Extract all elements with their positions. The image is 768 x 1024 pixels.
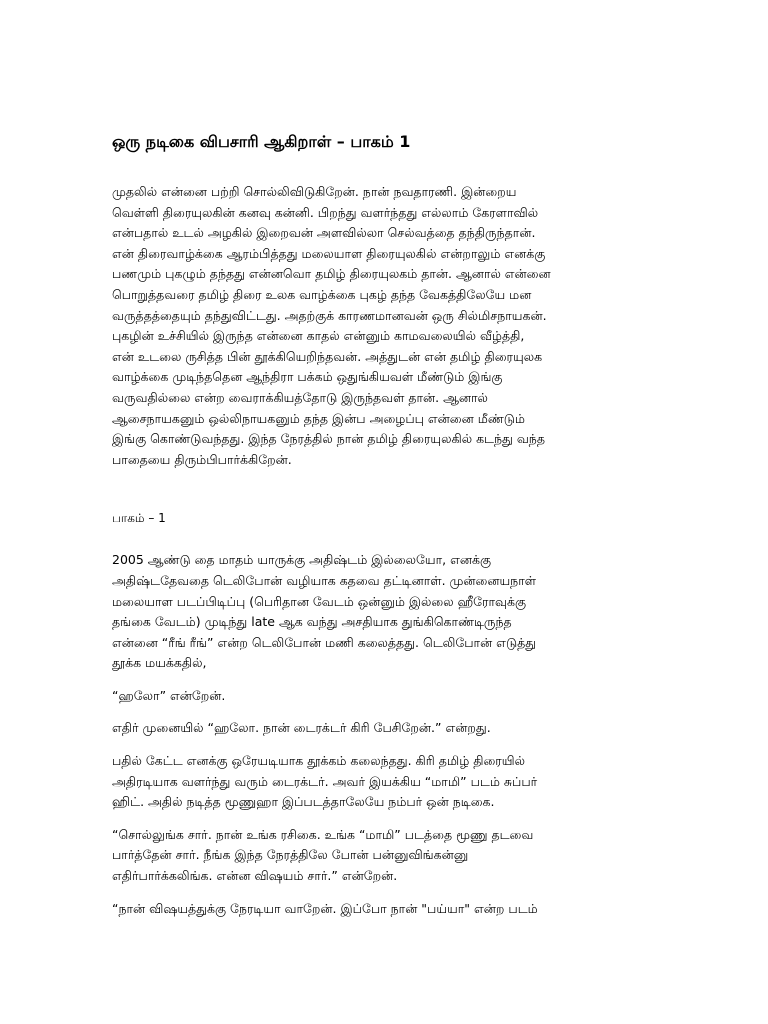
text-line: வருவதில்லை என்ற வைராக்கியத்தோடு இருந்தவள் தான். ஆனால் [112,389,488,405]
text-line: தூக்க மயக்கதில், [112,655,207,671]
section-label: பாகம் – 1 [112,511,166,526]
text-line: பணமும் புகழும் தந்தது என்னவொ தமிழ் திரையுலகம் தான். ஆனால் என்னை [112,266,551,282]
text-line: பார்த்தேன் சார். நீங்க இந்த நேரத்திலே போன் பன்னுவிங்கன்னு [112,847,469,863]
text-line: எதிர்பார்க்கலிங்க. என்ன விஷயம் சார்.” என்றேன். [112,868,398,884]
text-line: அதிஷ்டதேவதை டெலிபோன் வழியாக கதவை தட்டினாள். முன்னையநாள் [112,572,537,588]
paragraph [112,718,660,739]
text-line: வருத்தத்தையும் தந்துவிட்டது. அதற்குக் காரணமானவன் ஒரு சில்மிசநாயகன். [112,307,547,323]
paragraph [112,751,660,813]
paragraph-spacer [112,887,660,899]
text-line: என்பதால் உடல் அழகில் இறைவன் அளவில்லா செல்வத்தை தந்திருந்தான். [112,225,536,241]
text-line: எதிர் முனையில் “ஹலோ. நான் டைரக்டர் கிரி பேசிறேன்.” என்றது. [112,720,491,736]
intro-paragraph [112,182,660,470]
document-page [112,130,660,919]
text-line: வாழ்க்கை முடிந்ததென ஆந்திரா பக்கம் ஒதுங்கியவள் மீண்டும் இங்கு [112,369,503,385]
text-line: ஹிட். அதில் நடித்த மூணுஹா இப்படத்தாலேயே நம்பர் ஒன் நடிகை. [112,794,495,810]
paragraph [112,550,660,674]
text-line: வெள்ளி திரையுலகின் கனவு கன்னி. பிறந்து வளர்ந்தது எல்லாம் கேரளாவில் [112,204,539,220]
text-line: முதலில் என்னை பற்றி சொல்லிவிடுகிறேன். நான் நவதாரணி. இன்றைய [112,184,517,199]
text-line: 2005 ஆண்டு தை மாதம் யாருக்கு அதிஷ்டம் இல்லையோ, எனக்கு [112,552,491,568]
document-title: ஒரு நடிகை விபசாரி ஆகிறாள் – பாகம் 1 [112,132,411,151]
text-line: பாதையை திரும்பிபார்க்கிறேன். [112,451,292,467]
text-line: புகழின் உச்சியில் இருந்த என்னை காதல் என்னும் காமவலையில் வீழ்த்தி, [112,328,525,344]
text-line: தங்கை வேடம்) முடிந்து late ஆக வந்து அசதியாக துங்கிகொண்டிருந்த [112,614,512,630]
paragraph [112,825,660,887]
paragraph [112,686,660,707]
text-line: மலையாள படப்பிடிப்பு (பெரிதான வேடம் ஒன்னும் இல்லை ஹீரோவுக்கு [112,593,527,609]
paragraph-spacer [112,706,660,718]
paragraph-spacer [112,739,660,751]
text-line: “நான் விஷயத்துக்கு நேரடியா வாறேன். இப்போ நான் "பய்யா" என்ற படம் [112,900,538,916]
text-line: என் திரைவாழ்க்கை ஆரம்பித்தது மலையாள திரையுலகில் என்றாலும் எனக்கு [112,245,546,261]
text-line: ஆசைநாயகனும் ஒல்லிநாயகனும் தந்த இன்ப அழைப்பு என்னை மீண்டும் [112,410,525,426]
text-line: “ஹலோ” என்றேன். [112,687,226,703]
text-line: அதிரடியாக வளர்ந்து வரும் டைரக்டர். அவர் இயக்கிய “மாமி” படம் சுப்பர் [112,773,538,789]
section-spacer [112,470,660,508]
text-line: இங்கு கொண்டுவந்தது. இந்த நேரத்தில் நான் தமிழ் திரையுலகில் கடந்து வந்த [112,431,545,447]
text-line: என்னை “ரீங் ரீங்” என்ற டெலிபோன் மணி கலைத்தது. டெலிபோன் எடுத்து [112,634,537,650]
text-line: என் உடலை ருசித்த பின் தூக்கியெறிந்தவன். அத்துடன் என் தமிழ் திரையுலக [112,348,543,364]
paragraph [112,899,660,920]
paragraph-spacer [112,674,660,686]
text-line: பொறுத்தவரை தமிழ் திரை உலக வாழ்க்கை புகழ் தந்த வேகத்திலேயே மன [112,286,532,302]
text-line: பதில் கேட்ட எனக்கு ஒரேயடியாக தூக்கம் கலைந்தது. கிரி தமிழ் திரையில் [112,753,525,769]
paragraph-spacer [112,813,660,825]
text-line: “சொல்லுங்க சார். நான் உங்க ரசிகை. உங்க “மாமி” படத்தை மூணு தடவை [112,826,534,842]
